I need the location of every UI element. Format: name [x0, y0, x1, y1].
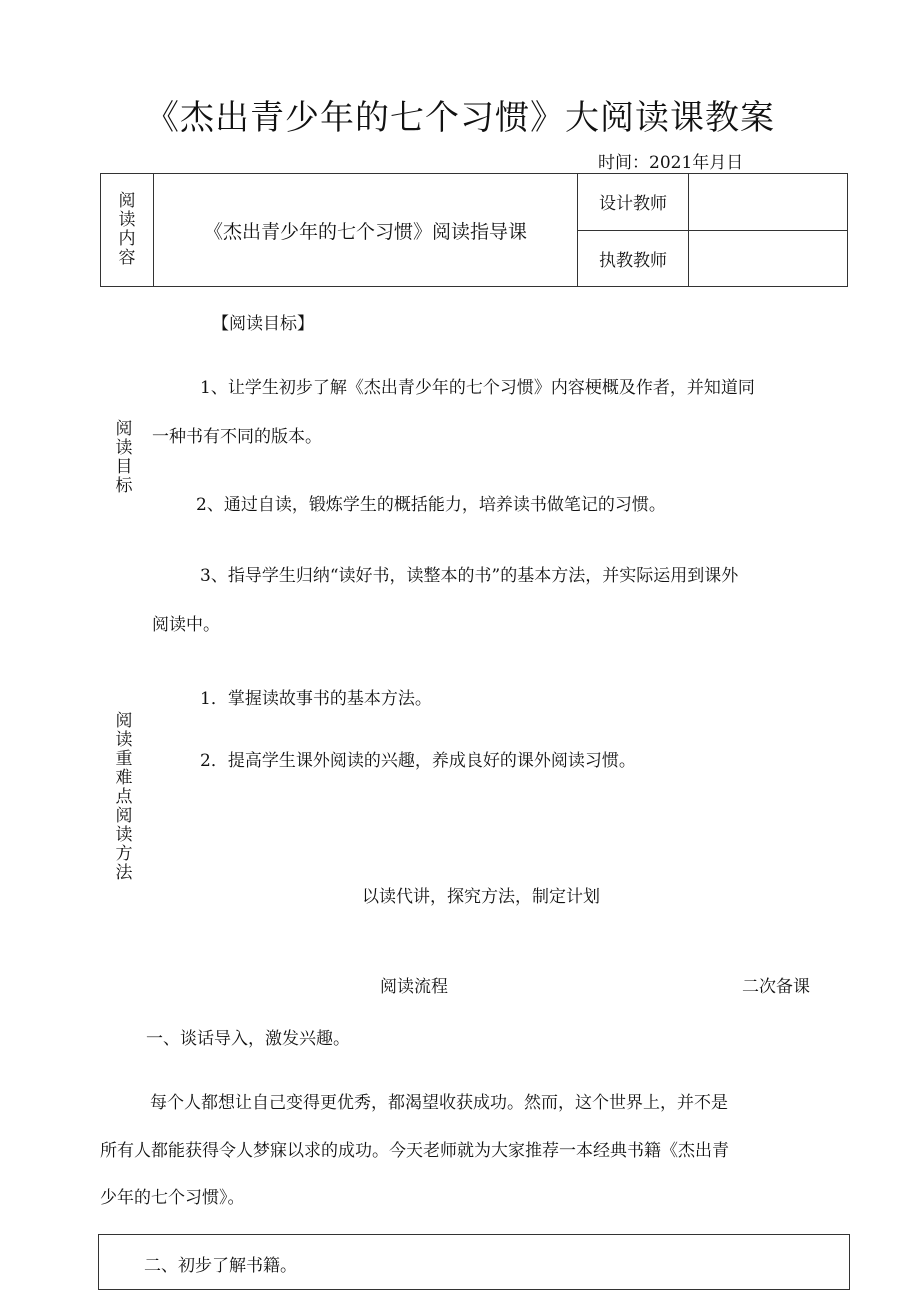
step-1-line-2: 所有人都能获得令人梦寐以求的成功。今天老师就为大家推荐一本经典书籍《杰出青 — [100, 1141, 729, 1161]
teaching-teacher-label: 执教教师 — [578, 230, 689, 287]
goal-item-3-line2: 阅读中。 — [152, 615, 220, 635]
goal-item-1-line2: 一种书有不同的版本。 — [152, 427, 322, 447]
goals-heading: 【阅读目标】 — [212, 314, 314, 334]
reading-content-label: 阅 读 内 容 — [101, 174, 154, 287]
reading-method: 以读代讲，探究方法，制定计划 — [362, 887, 600, 907]
step-1-title: 一、谈话导入，激发兴趣。 — [146, 1029, 350, 1049]
document-title: 《杰出青少年的七个习惯》大阅读课教案 — [145, 98, 775, 138]
teaching-teacher-value — [689, 230, 848, 287]
step-1-line-1: 每个人都想让自己变得更优秀，都渴望收获成功。然而，这个世界上，并不是 — [150, 1093, 728, 1113]
course-name: 《杰出青少年的七个习惯》阅读指导课 — [154, 174, 578, 287]
process-heading: 阅读流程 — [380, 977, 448, 997]
second-prep-heading: 二次备课 — [742, 977, 810, 997]
step-1-line-3: 少年的七个习惯》。 — [100, 1188, 245, 1208]
goal-item-3-line1: 3、指导学生归纳“读好书，读整本的书”的基本方法，并实际运用到课外 — [200, 566, 739, 586]
step-2-title: 二、初步了解书籍。 — [144, 1256, 297, 1276]
header-table — [100, 173, 848, 287]
design-teacher-value — [689, 174, 848, 231]
goals-side-label: 阅 读 目 标 — [115, 419, 133, 496]
key-point-2: 2．提高学生课外阅读的兴趣，养成良好的课外阅读习惯。 — [200, 751, 636, 771]
date-line: 时间：2021年月日 — [598, 153, 744, 173]
goal-item-1-line1: 1、让学生初步了解《杰出青少年的七个习惯》内容梗概及作者，并知道同 — [200, 378, 755, 398]
key-points-side-label: 阅 读 重 难 点 阅 读 方 法 — [115, 711, 133, 883]
goal-item-2: 2、通过自读，锻炼学生的概括能力，培养读书做笔记的习惯。 — [196, 495, 666, 515]
key-point-1: 1．掌握读故事书的基本方法。 — [200, 689, 432, 709]
design-teacher-label: 设计教师 — [578, 174, 689, 231]
